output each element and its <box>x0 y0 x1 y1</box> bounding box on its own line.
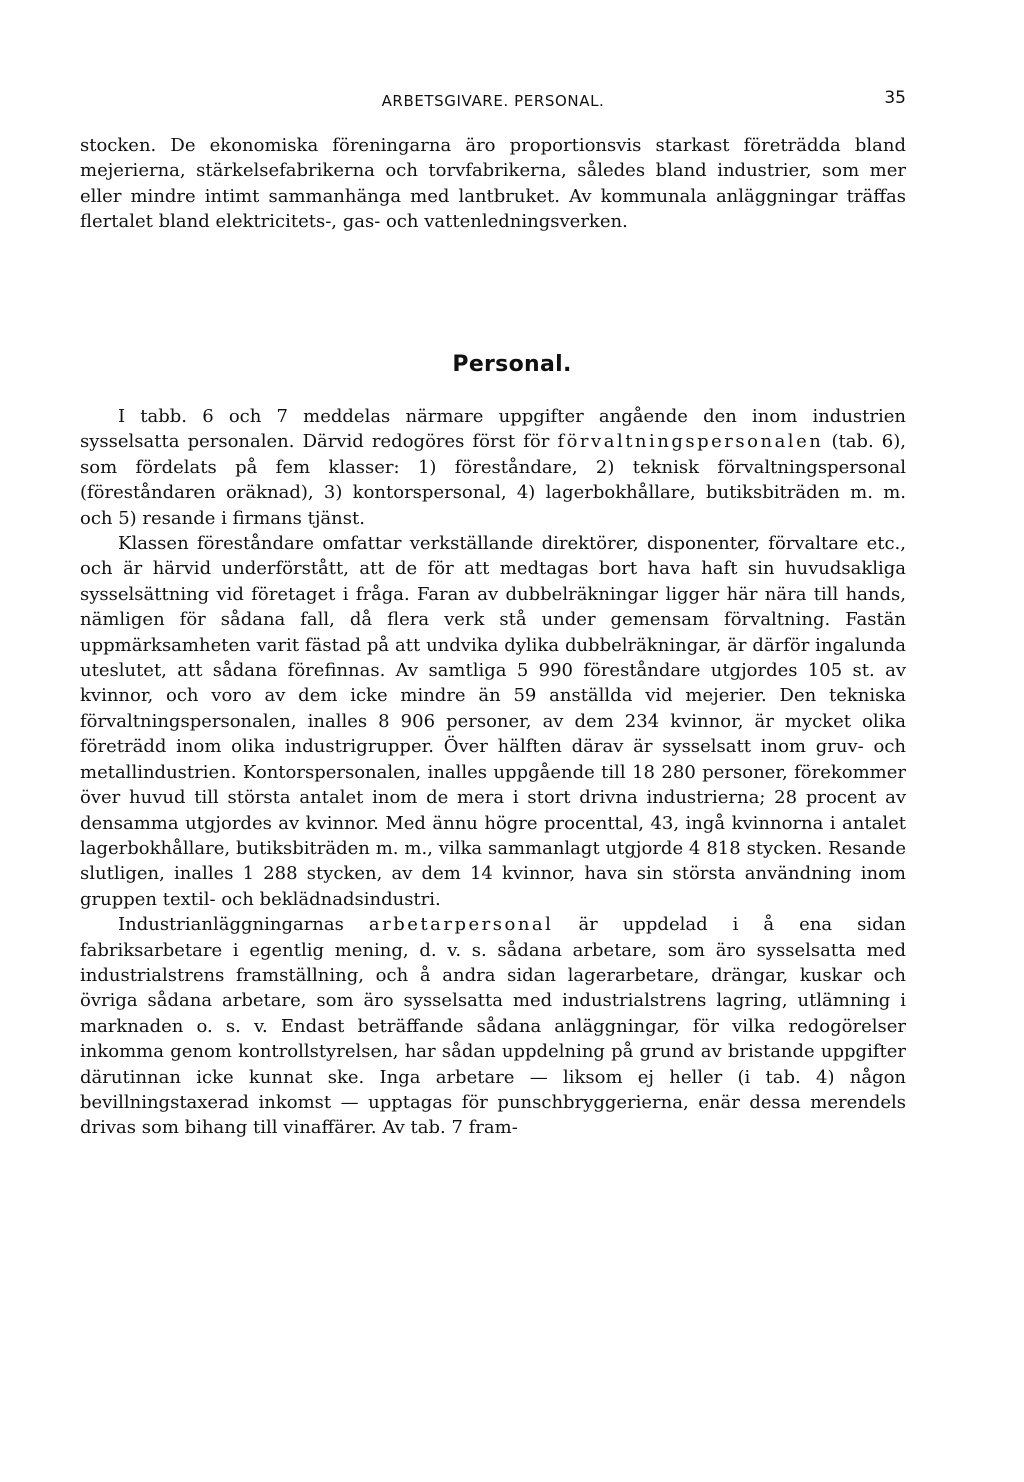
intro-text-block <box>80 133 906 235</box>
paragraph-1 <box>80 404 906 531</box>
intro-paragraph: stocken. De ekonomiska föreningarna äro proportionsvis starkast företrädda bland mejerierna, stärkelsefabrikerna och torvfabrikerna, således bland industrier, som mer eller mindre intimt sammanhänga med lantbruket. Av kommunala anläggningar träffas flertalet bland elektricitets-, gas- och vattenledningsverken. <box>80 135 906 233</box>
paragraph-3 <box>80 912 906 1141</box>
paragraph-3-text-a: Industrianläggningarnas <box>118 914 369 936</box>
paragraph-1-text-a: I tabb. 6 och 7 meddelas närmare uppgifter angående den inom industrien sysselsatta personalen. Därvid redogöres först för <box>80 406 906 453</box>
paragraph-1-emphasis: förvaltningspersonalen <box>557 431 824 453</box>
page-number: 35 <box>884 88 906 108</box>
running-title: ARBETSGIVARE. PERSONAL. <box>381 92 605 110</box>
paragraph-3-text-b: är uppdelad i å ena sidan fabriksarbetare i egentlig mening, d. v. s. sådana arbetare, som äro sysselsatta med industrialstrens framställning, och å andra sidan lagerarbetare, drängar, kuskar och övriga sådana arbetare, som äro sysselsatta med industrialstrens lagring, utlämning i marknaden o. s. v. Endast beträffande sådana anläggningar, för vilka redogörelser inkomma genom kontrollstyrelsen, har sådan uppdelning på grund av bristande uppgifter därutinnan icke kunnat ske. Inga arbetare — liksom ej heller (i tab. 4) någon bevillningstaxerad inkomst — upptagas för punschbryggerierna, enär dessa merendels drivas som bihang till vinaffärer. Av tab. 7 fram- <box>80 914 907 1139</box>
paragraph-1-text-b: (tab. 6), som fördelats på fem klasser: 1) föreståndare, 2) teknisk förvaltningspersonal (föreståndaren oräknad), 3) kontorspersonal, 4) lagerbokhållare, butiksbiträden m. m. och 5) resande i firmans tjänst. <box>80 431 906 529</box>
running-header <box>80 88 906 116</box>
section-text-block <box>80 404 906 1141</box>
paragraph-3-emphasis: arbetarpersonal <box>368 914 554 936</box>
section-heading: Personal. <box>452 352 572 377</box>
paragraph-2: Klassen föreståndare omfattar verkställande direktörer, disponenter, förvaltare etc., och är härvid underförstått, att de för att medtagas bort hava haft sin huvudsakliga sysselsättning vid företaget i fråga. Faran av dubbelräkningar ligger här nära till hands, nämligen för sådana fall, då flera verk stå under gemensam förvaltning. Fastän uppmärksamheten varit fästad på att undvika dylika dubbelräkningar, är därför ingalunda uteslutet, att sådana förefinnas. Av samtliga 5 990 föreståndare utgjordes 105 st. av kvinnor, och voro av dem icke mindre än 59 anställda vid mejerier. Den tekniska förvaltningspersonalen, inalles 8 906 personer, av dem 234 kvinnor, är mycket olika företrädd inom olika industrigrupper. Över hälften därav är sysselsatt inom gruv- och metallindustrien. Kontorspersonalen, inalles uppgående till 18 280 personer, förekommer över huvud till största antalet inom de mera i stort drivna industrierna; 28 procent av densamma utgjordes av kvinnor. Med ännu högre procenttal, 43, ingå kvinnorna i antalet lagerbokhållare, butiksbiträden m. m., vilka sammanlagt utgjorde 4 818 stycken. Resande slutligen, inalles 1 288 stycken, av dem 14 kvinnor, hava sin största användning inom gruppen textil- och beklädnadsindustri. <box>80 533 906 910</box>
